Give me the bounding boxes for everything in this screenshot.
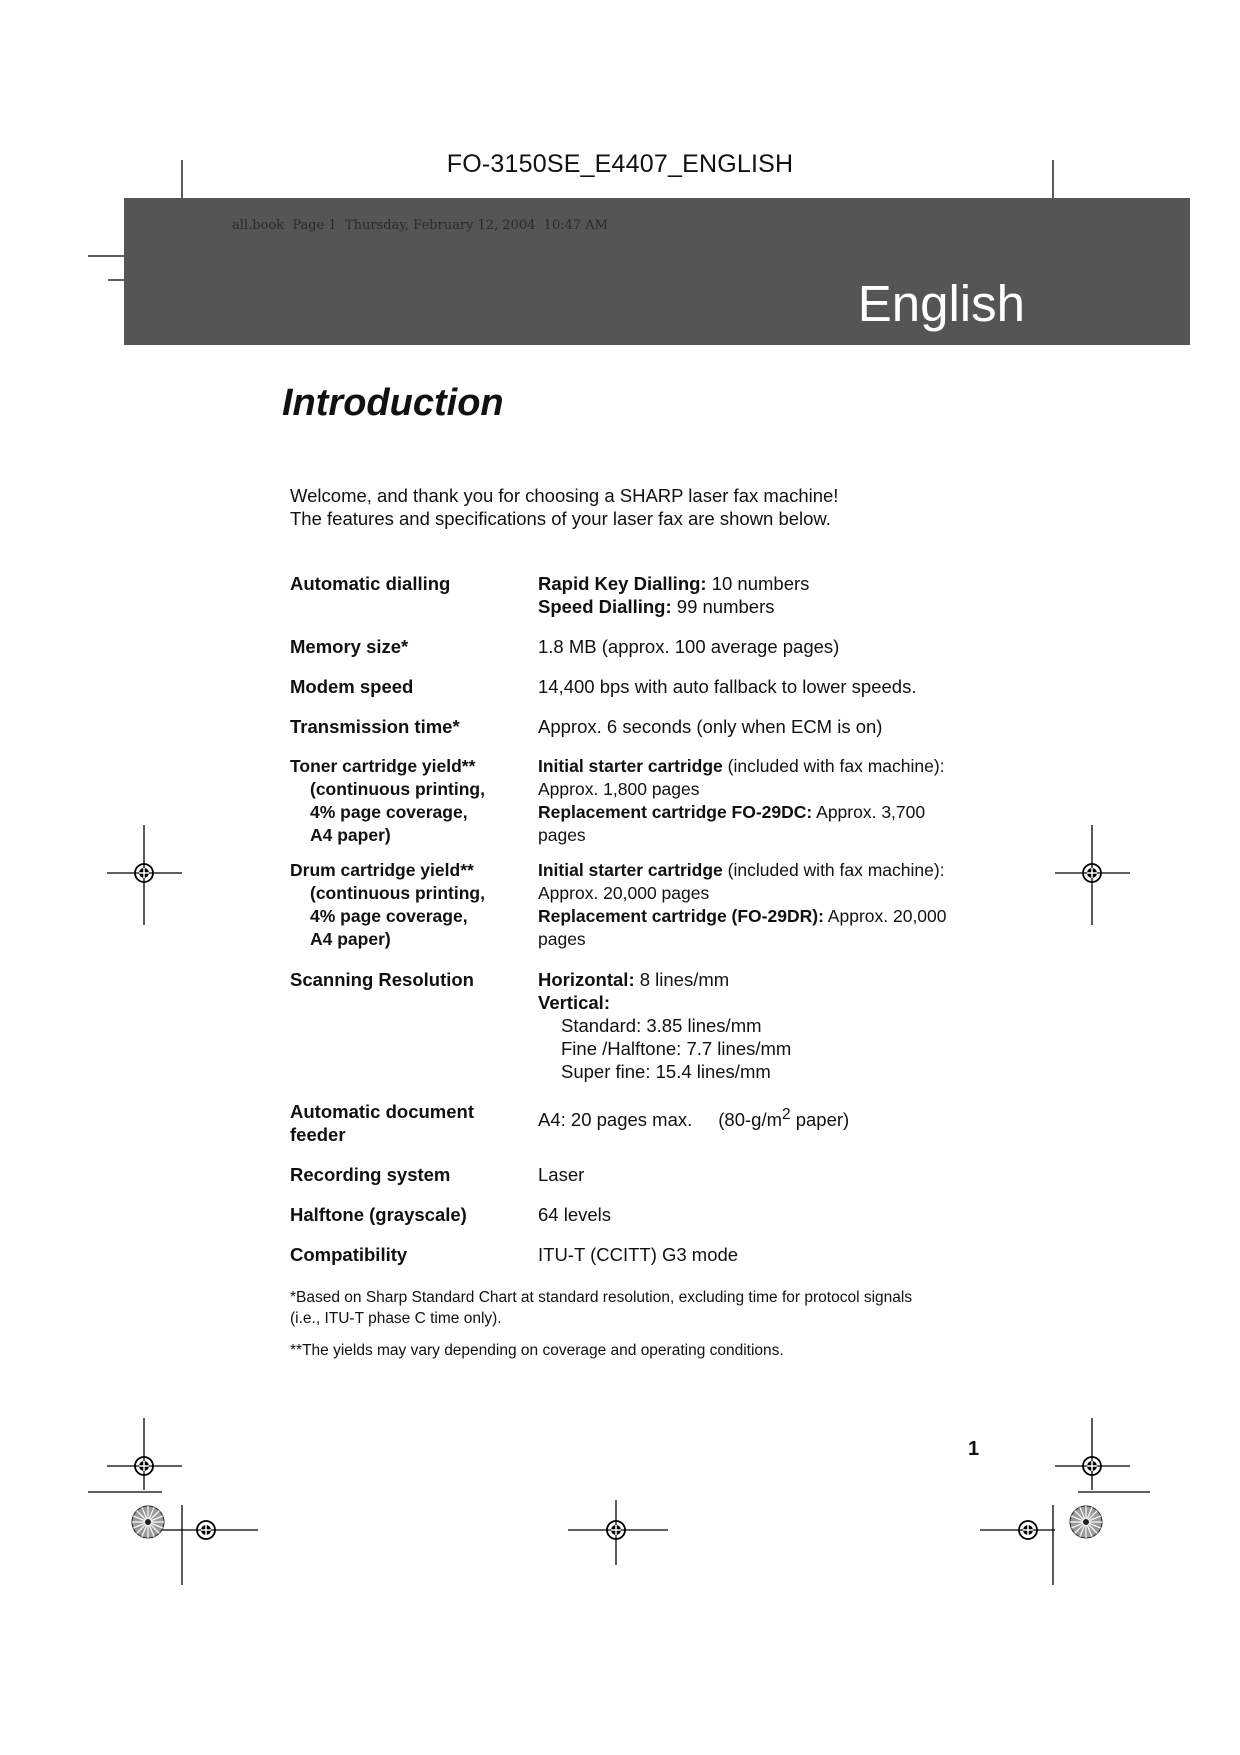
- spec-value: 1.8 MB (approx. 100 average pages): [538, 636, 840, 657]
- spec-row-modem: [290, 675, 990, 698]
- spec-value: Laser: [538, 1164, 585, 1185]
- rapid-key-value: 10 numbers: [706, 573, 810, 594]
- footnote-line: *Based on Sharp Standard Chart at standard resolution, excluding time for protocol signals: [290, 1289, 913, 1306]
- spec-value: [538, 572, 990, 618]
- spec-table: [290, 572, 990, 1283]
- intro-line: The features and specifications of your laser fax are shown below.: [290, 508, 831, 529]
- spec-label: Memory size*: [290, 636, 409, 657]
- spec-label-line: A4 paper): [310, 929, 391, 949]
- language-label: English: [857, 275, 1025, 332]
- registration-star-icon: [132, 1506, 164, 1538]
- speed-dial-label: Speed Dialling:: [538, 596, 672, 617]
- spec-row-recording: [290, 1163, 990, 1186]
- vertical-label: Vertical:: [538, 992, 610, 1013]
- spec-label-line: Automatic document: [290, 1101, 474, 1122]
- intro-line: Welcome, and thank you for choosing a SHARP laser fax machine!: [290, 485, 839, 506]
- page-title: Introduction: [282, 382, 504, 424]
- feeder-paper-sup: 2: [782, 1106, 791, 1123]
- spec-label: [290, 755, 538, 847]
- spec-label-line: 4% page coverage,: [310, 802, 468, 822]
- spec-label: Automatic dialling: [290, 573, 451, 594]
- vertical-fine: Fine /Halftone: 7.7 lines/mm: [561, 1038, 792, 1059]
- rapid-key-label: Rapid Key Dialling:: [538, 573, 707, 594]
- spec-label: Scanning Resolution: [290, 969, 474, 990]
- spec-value: [538, 1100, 990, 1146]
- spec-value: Approx. 6 seconds (only when ECM is on): [538, 716, 883, 737]
- spec-label: [290, 859, 538, 951]
- spec-label-line: (continuous printing,: [310, 883, 485, 903]
- registration-star-icon: [1070, 1506, 1102, 1538]
- spec-value: 14,400 bps with auto fallback to lower speeds.: [538, 676, 917, 697]
- spec-row-auto-dial: [290, 572, 990, 618]
- spec-label-line: A4 paper): [310, 825, 391, 845]
- initial-cartridge-amount: Approx. 20,000 pages: [538, 883, 710, 903]
- spec-row-drum: [290, 859, 990, 951]
- feeder-capacity: A4: 20 pages max.: [538, 1109, 693, 1131]
- vertical-superfine: Super fine: 15.4 lines/mm: [561, 1061, 771, 1082]
- replacement-cartridge-tail: pages: [538, 929, 586, 949]
- spec-row-compat: [290, 1243, 990, 1266]
- footnote-1: [290, 1287, 990, 1329]
- spec-label-line: feeder: [290, 1124, 346, 1145]
- footnote-line: (i.e., ITU-T phase C time only).: [290, 1310, 502, 1327]
- replacement-cartridge-amount: Approx. 20,000: [823, 906, 947, 926]
- feeder-paper-suffix: paper): [790, 1109, 850, 1131]
- spec-label-line: 4% page coverage,: [310, 906, 468, 926]
- document-id: FO-3150SE_E4407_ENGLISH: [446, 150, 794, 178]
- intro-paragraph: [290, 484, 838, 530]
- spec-row-halftone: [290, 1203, 990, 1226]
- spec-row-tx-time: [290, 715, 990, 738]
- spec-label-line: Toner cartridge yield**: [290, 756, 476, 776]
- replacement-cartridge-tail: pages: [538, 825, 586, 845]
- spec-row-toner: [290, 755, 990, 847]
- spec-value: 64 levels: [538, 1204, 612, 1225]
- spec-label-line: Drum cartridge yield**: [290, 860, 474, 880]
- feeder-paper-weight: (80-g/m: [718, 1109, 783, 1131]
- spec-label: [290, 1100, 538, 1146]
- spec-row-memory: [290, 635, 990, 658]
- initial-cartridge-note: (included with fax machine):: [722, 756, 945, 776]
- spec-row-scan: [290, 968, 990, 1083]
- spec-label-line: (continuous printing,: [310, 779, 485, 799]
- initial-cartridge-label: Initial starter cartridge: [538, 756, 723, 776]
- speed-dial-value: 99 numbers: [671, 596, 775, 617]
- spec-label: Transmission time*: [290, 716, 460, 737]
- spec-value: [538, 968, 990, 1083]
- spec-value: [538, 859, 990, 951]
- replacement-cartridge-label: Replacement cartridge FO-29DC:: [538, 802, 813, 822]
- spec-label: Recording system: [290, 1164, 451, 1185]
- book-info-line: all.book Page 1 Thursday, February 12, 2004 10:47 AM: [232, 218, 608, 233]
- replacement-cartridge-amount: Approx. 3,700: [812, 802, 926, 822]
- horizontal-label: Horizontal:: [538, 969, 635, 990]
- horizontal-value: 8 lines/mm: [634, 969, 730, 990]
- initial-cartridge-label: Initial starter cartridge: [538, 860, 723, 880]
- page-number: 1: [968, 1438, 980, 1460]
- footnote-2: **The yields may vary depending on coverage and operating conditions.: [290, 1342, 784, 1359]
- spec-label: Modem speed: [290, 676, 414, 697]
- spec-row-feeder: [290, 1100, 990, 1146]
- replacement-cartridge-label: Replacement cartridge (FO-29DR):: [538, 906, 824, 926]
- vertical-standard: Standard: 3.85 lines/mm: [561, 1015, 762, 1036]
- initial-cartridge-note: (included with fax machine):: [722, 860, 945, 880]
- spec-value: ITU-T (CCITT) G3 mode: [538, 1244, 739, 1265]
- spec-value: [538, 755, 990, 847]
- spec-label: Compatibility: [290, 1244, 408, 1265]
- spec-label: Halftone (grayscale): [290, 1204, 467, 1225]
- initial-cartridge-amount: Approx. 1,800 pages: [538, 779, 700, 799]
